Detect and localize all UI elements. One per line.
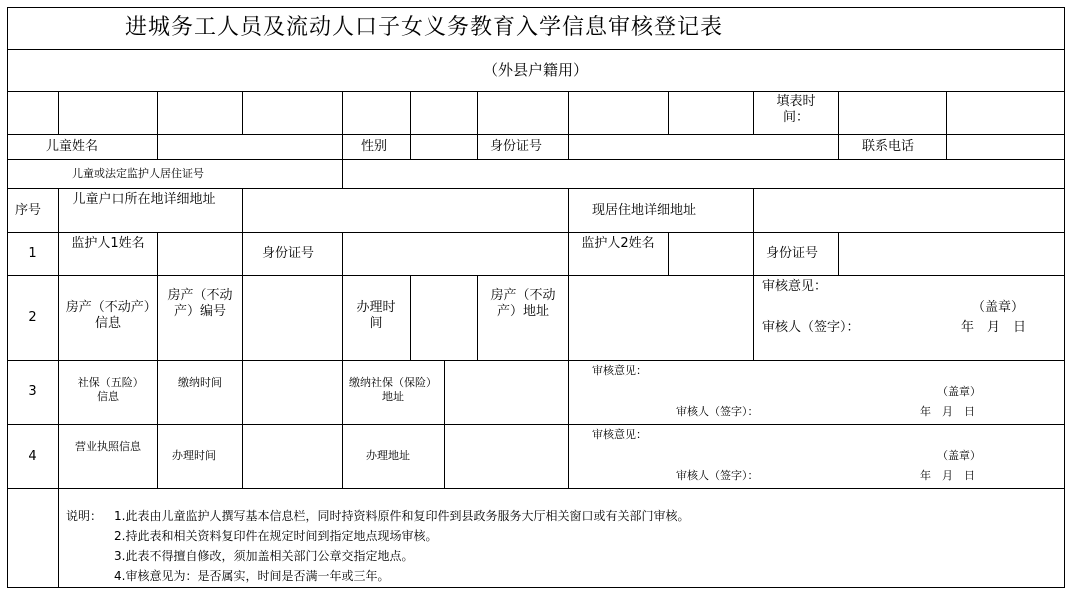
note-item: 1.此表由儿童监护人撰写基本信息栏，同时持资料原件和复印件到县政务服务大厅相关窗口或有关部门审核。 [114, 509, 690, 523]
grid-line [568, 188, 569, 232]
review-opinion-label: 审核意见： [592, 364, 647, 377]
grid-line [7, 159, 1064, 160]
grid-line [410, 275, 411, 360]
social-security-info-label: 社保（五险）信息 [77, 376, 139, 403]
grid-line [668, 232, 669, 275]
seq-header: 序号 [15, 203, 42, 218]
row-number: 3 [28, 384, 37, 399]
grid-line [157, 360, 158, 424]
grid-line [157, 275, 158, 360]
grid-line [342, 232, 343, 275]
phone-label: 联系电话 [862, 139, 915, 154]
grid-line [7, 360, 1064, 361]
review-date: 年 月 日 [920, 469, 975, 482]
seal-label: （盖章） [937, 449, 981, 462]
grid-line [242, 232, 243, 275]
grid-line [7, 488, 1064, 489]
note-item: 4.审核意见为：是否属实，时间是否满一年或三年。 [114, 569, 390, 583]
social-pay-time-label: 缴纳时间 [178, 376, 222, 389]
grid-line [753, 91, 754, 134]
grid-line [946, 91, 947, 134]
grid-line [58, 488, 59, 588]
grid-line [568, 424, 569, 488]
grid-line [58, 91, 59, 134]
social-pay-address-label: 缴纳社保（保险）地址 [349, 376, 437, 403]
guardian1-name-label: 监护人1姓名 [71, 236, 145, 251]
form-subtitle: （外县户籍用） [482, 61, 588, 79]
row-number: 1 [28, 246, 37, 261]
business-license-label: 营业执照信息 [75, 440, 141, 453]
hukou-address-label: 儿童户口所在地详细地址 [72, 192, 216, 207]
guardian2-id-label: 身份证号 [766, 246, 819, 261]
grid-line [7, 91, 1064, 92]
grid-line [7, 188, 1064, 189]
grid-line [157, 424, 158, 488]
reviewer-signature-label: 审核人（签字）： [676, 405, 759, 418]
grid-line [7, 587, 1064, 588]
grid-line [342, 424, 343, 488]
grid-line [157, 91, 158, 134]
license-process-address-label: 办理地址 [366, 449, 410, 462]
grid-line [242, 360, 243, 424]
grid-line [7, 232, 1064, 233]
property-process-time-label: 办理时间 [356, 300, 396, 331]
grid-line [444, 424, 445, 488]
grid-line [342, 91, 343, 134]
property-info-label: 房产（不动产）信息 [65, 300, 151, 331]
row-number: 4 [28, 449, 37, 464]
grid-line [58, 188, 59, 488]
grid-line [568, 360, 569, 424]
review-opinion-label: 审核意见： [592, 428, 647, 441]
license-process-time-label: 办理时间 [172, 449, 216, 462]
grid-line [157, 232, 158, 275]
guardian2-name-label: 监护人2姓名 [581, 236, 655, 251]
grid-line [568, 232, 569, 275]
current-address-label: 现居住地详细地址 [592, 203, 697, 218]
grid-line [7, 7, 1064, 8]
grid-line [242, 275, 243, 360]
seal-label: （盖章） [937, 385, 981, 398]
reviewer-signature-label: 审核人（签字）： [762, 320, 860, 335]
grid-line [753, 232, 754, 275]
grid-line [753, 275, 754, 360]
grid-line [242, 188, 243, 232]
grid-line [838, 134, 839, 159]
grid-line [7, 49, 1064, 50]
grid-line [668, 91, 669, 134]
residence-permit-label: 儿童或法定监护人居住证号 [72, 167, 204, 180]
grid-line [1064, 7, 1065, 588]
grid-line [477, 91, 478, 134]
fill-time-label: 填表时间： [776, 94, 816, 125]
form-title: 进城务工人员及流动人口子女义务教育入学信息审核登记表 [125, 15, 724, 40]
grid-line [838, 232, 839, 275]
grid-line [753, 188, 754, 232]
grid-line [410, 91, 411, 134]
grid-line [342, 360, 343, 424]
grid-line [946, 134, 947, 159]
grid-line [7, 424, 1064, 425]
grid-line [242, 91, 243, 134]
review-date: 年 月 日 [960, 320, 1026, 335]
grid-line [342, 159, 343, 188]
grid-line [7, 134, 1064, 135]
seal-label: （盖章） [972, 300, 1025, 315]
grid-line [342, 134, 343, 159]
note-item: 3.此表不得擅自修改，须加盖相关部门公章交指定地点。 [114, 549, 414, 563]
gender-label: 性别 [361, 139, 388, 154]
property-address-label: 房产（不动产）地址 [490, 288, 556, 319]
review-date: 年 月 日 [920, 405, 975, 418]
note-item: 2.持此表和相关资料复印件在规定时间到指定地点现场审核。 [114, 529, 438, 543]
grid-line [444, 360, 445, 424]
row-number: 2 [28, 310, 37, 325]
property-number-label: 房产（不动产）编号 [167, 288, 233, 319]
grid-line [7, 275, 1064, 276]
grid-line [342, 275, 343, 360]
grid-line [568, 134, 569, 159]
grid-line [7, 7, 8, 588]
grid-line [568, 275, 569, 360]
notes-prefix: 说明： [66, 509, 103, 523]
id-number-label: 身份证号 [490, 139, 543, 154]
child-name-label: 儿童姓名 [46, 139, 99, 154]
grid-line [410, 134, 411, 159]
review-opinion-label: 审核意见： [762, 279, 828, 294]
guardian1-id-label: 身份证号 [262, 246, 315, 261]
grid-line [477, 134, 478, 159]
grid-line [568, 91, 569, 134]
grid-line [242, 424, 243, 488]
grid-line [477, 275, 478, 360]
grid-line [157, 134, 158, 159]
reviewer-signature-label: 审核人（签字）： [676, 469, 759, 482]
grid-line [838, 91, 839, 134]
